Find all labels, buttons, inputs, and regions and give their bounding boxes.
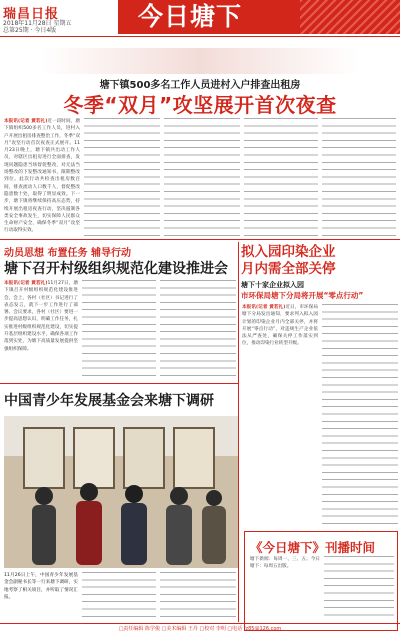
story4-photo (4, 416, 238, 568)
story4-rule (0, 383, 238, 384)
story3-subhead-1: 塘下十家企业拟入园 (241, 281, 304, 289)
story2-col-3 (160, 280, 236, 380)
main-story-col-3 (164, 118, 240, 236)
story4-caption: 11月26日上午，中国青少年发展基金会副秘书长等一行来塘下调研，实地考察了相关项目，并听取了情况汇报。 (4, 573, 78, 600)
section-title: 今日塘下 (138, 2, 243, 31)
main-story-body: 近一段时间，塘下镇组织500多名工作人员，进村入户开展出租房排查整治工作，冬季“双月”攻坚行动首次夜查正式展开。11月23日晚上，塘下镇共出动工作人员，对辖区出租房进行全面排查，发现问题隐患当场督促整改，对无法当场整改的下发整改通知书，限期整改到位。此次行动共检查出租房数百间，排查流动人口数千人，督促整改隐患数十处，取得了明显成效。下一步，塘下镇将继续保持高压态势，持续开展出租房夜查行动，坚决遏制各类安全事故发生，切实保障人民群众生命财产安全，确保冬季“双月”攻坚行动取得实效。 (4, 119, 80, 234)
notice-title: 《今日塘下》刊播时间 (250, 540, 376, 555)
notice-body: 塘下新闻：每周一、三、五；今日塘下：每周五出版。 (250, 557, 320, 570)
issue-line: 总第25期 · 今日4版 (3, 27, 57, 34)
story3-col-2 (322, 304, 398, 524)
masthead (0, 0, 400, 38)
story2-col-1 (4, 280, 78, 380)
main-story-col-1 (4, 118, 80, 236)
footer: □责任编辑 陈学俊 □美术编辑 王丹 □校对 李明 □电话 fz85@126.com (118, 626, 282, 632)
story2-lead: 本报讯(记者 黄若礼) (4, 281, 48, 286)
masthead-date (3, 20, 113, 34)
story4-caption-col-2 (82, 572, 156, 622)
column-divider (238, 242, 239, 622)
story2-body: 11月27日，塘下镇召开村级组织规范化建设推进会，会上，各村（社区）书记进行了表态发言，就下一步工作进行了部署。会议要求，各村（社区）要进一步提高思想认识，明确工作任务，扎实推进村级组织规范化建设，切实提升基层组织建设水平，确保各项工作落到实处，为塘下高质量发展提供坚强组织保障。 (4, 281, 78, 352)
story4-caption-col-3 (160, 572, 236, 622)
headline-decoration (40, 48, 360, 74)
story4-caption-col-1 (4, 572, 78, 622)
section-rule (0, 239, 400, 240)
main-headline: 冬季“双月”攻坚展开首次夜查 (63, 93, 337, 117)
notice-col-2 (324, 556, 394, 616)
masthead-rule (0, 36, 400, 37)
main-story-col-5 (322, 118, 396, 236)
story3-lead: 本报讯(记者 黄若礼) (242, 305, 286, 310)
main-story-col-4 (244, 118, 318, 236)
story3-subhead-2: 市环保局塘下分局将开展“零点行动” (241, 291, 364, 300)
main-story-lead: 本报讯(记者 黄若礼) (4, 119, 48, 124)
notice-col-1 (250, 556, 320, 616)
story3-headline-line1: 拟入园印染企业 (241, 244, 336, 260)
main-story-col-2 (84, 118, 160, 236)
story2-headline: 塘下召开村级组织规范化建设推进会 (4, 261, 228, 277)
newspaper-logo: 瑞昌日报 (3, 7, 60, 22)
story3-body: 近日，市环保局塘下分局发出通知，要求列入拟入园计划的印染企业月内全部关停，并将开展“零点行动”，对违规生产企业依法从严查处，确保关停工作落实到位，推动印染行业转型升级。 (242, 305, 318, 347)
story3-headline-line2: 月内需全部关停 (241, 261, 336, 277)
date-line: 2018年11月28日 星期五 (3, 20, 72, 27)
banner-pattern (300, 0, 400, 34)
photo-illustration (4, 416, 238, 568)
story2-col-2 (82, 280, 156, 380)
main-kicker: 塘下镇500多名工作人员进村入户排查出租房 (99, 80, 301, 91)
story3-headline (241, 244, 400, 278)
story2-kicker: 动员思想 布置任务 辅导行动 (4, 248, 131, 259)
story3-col-1 (242, 304, 318, 524)
story4-headline: 中国青少年发展基金会来塘下调研 (4, 393, 214, 409)
